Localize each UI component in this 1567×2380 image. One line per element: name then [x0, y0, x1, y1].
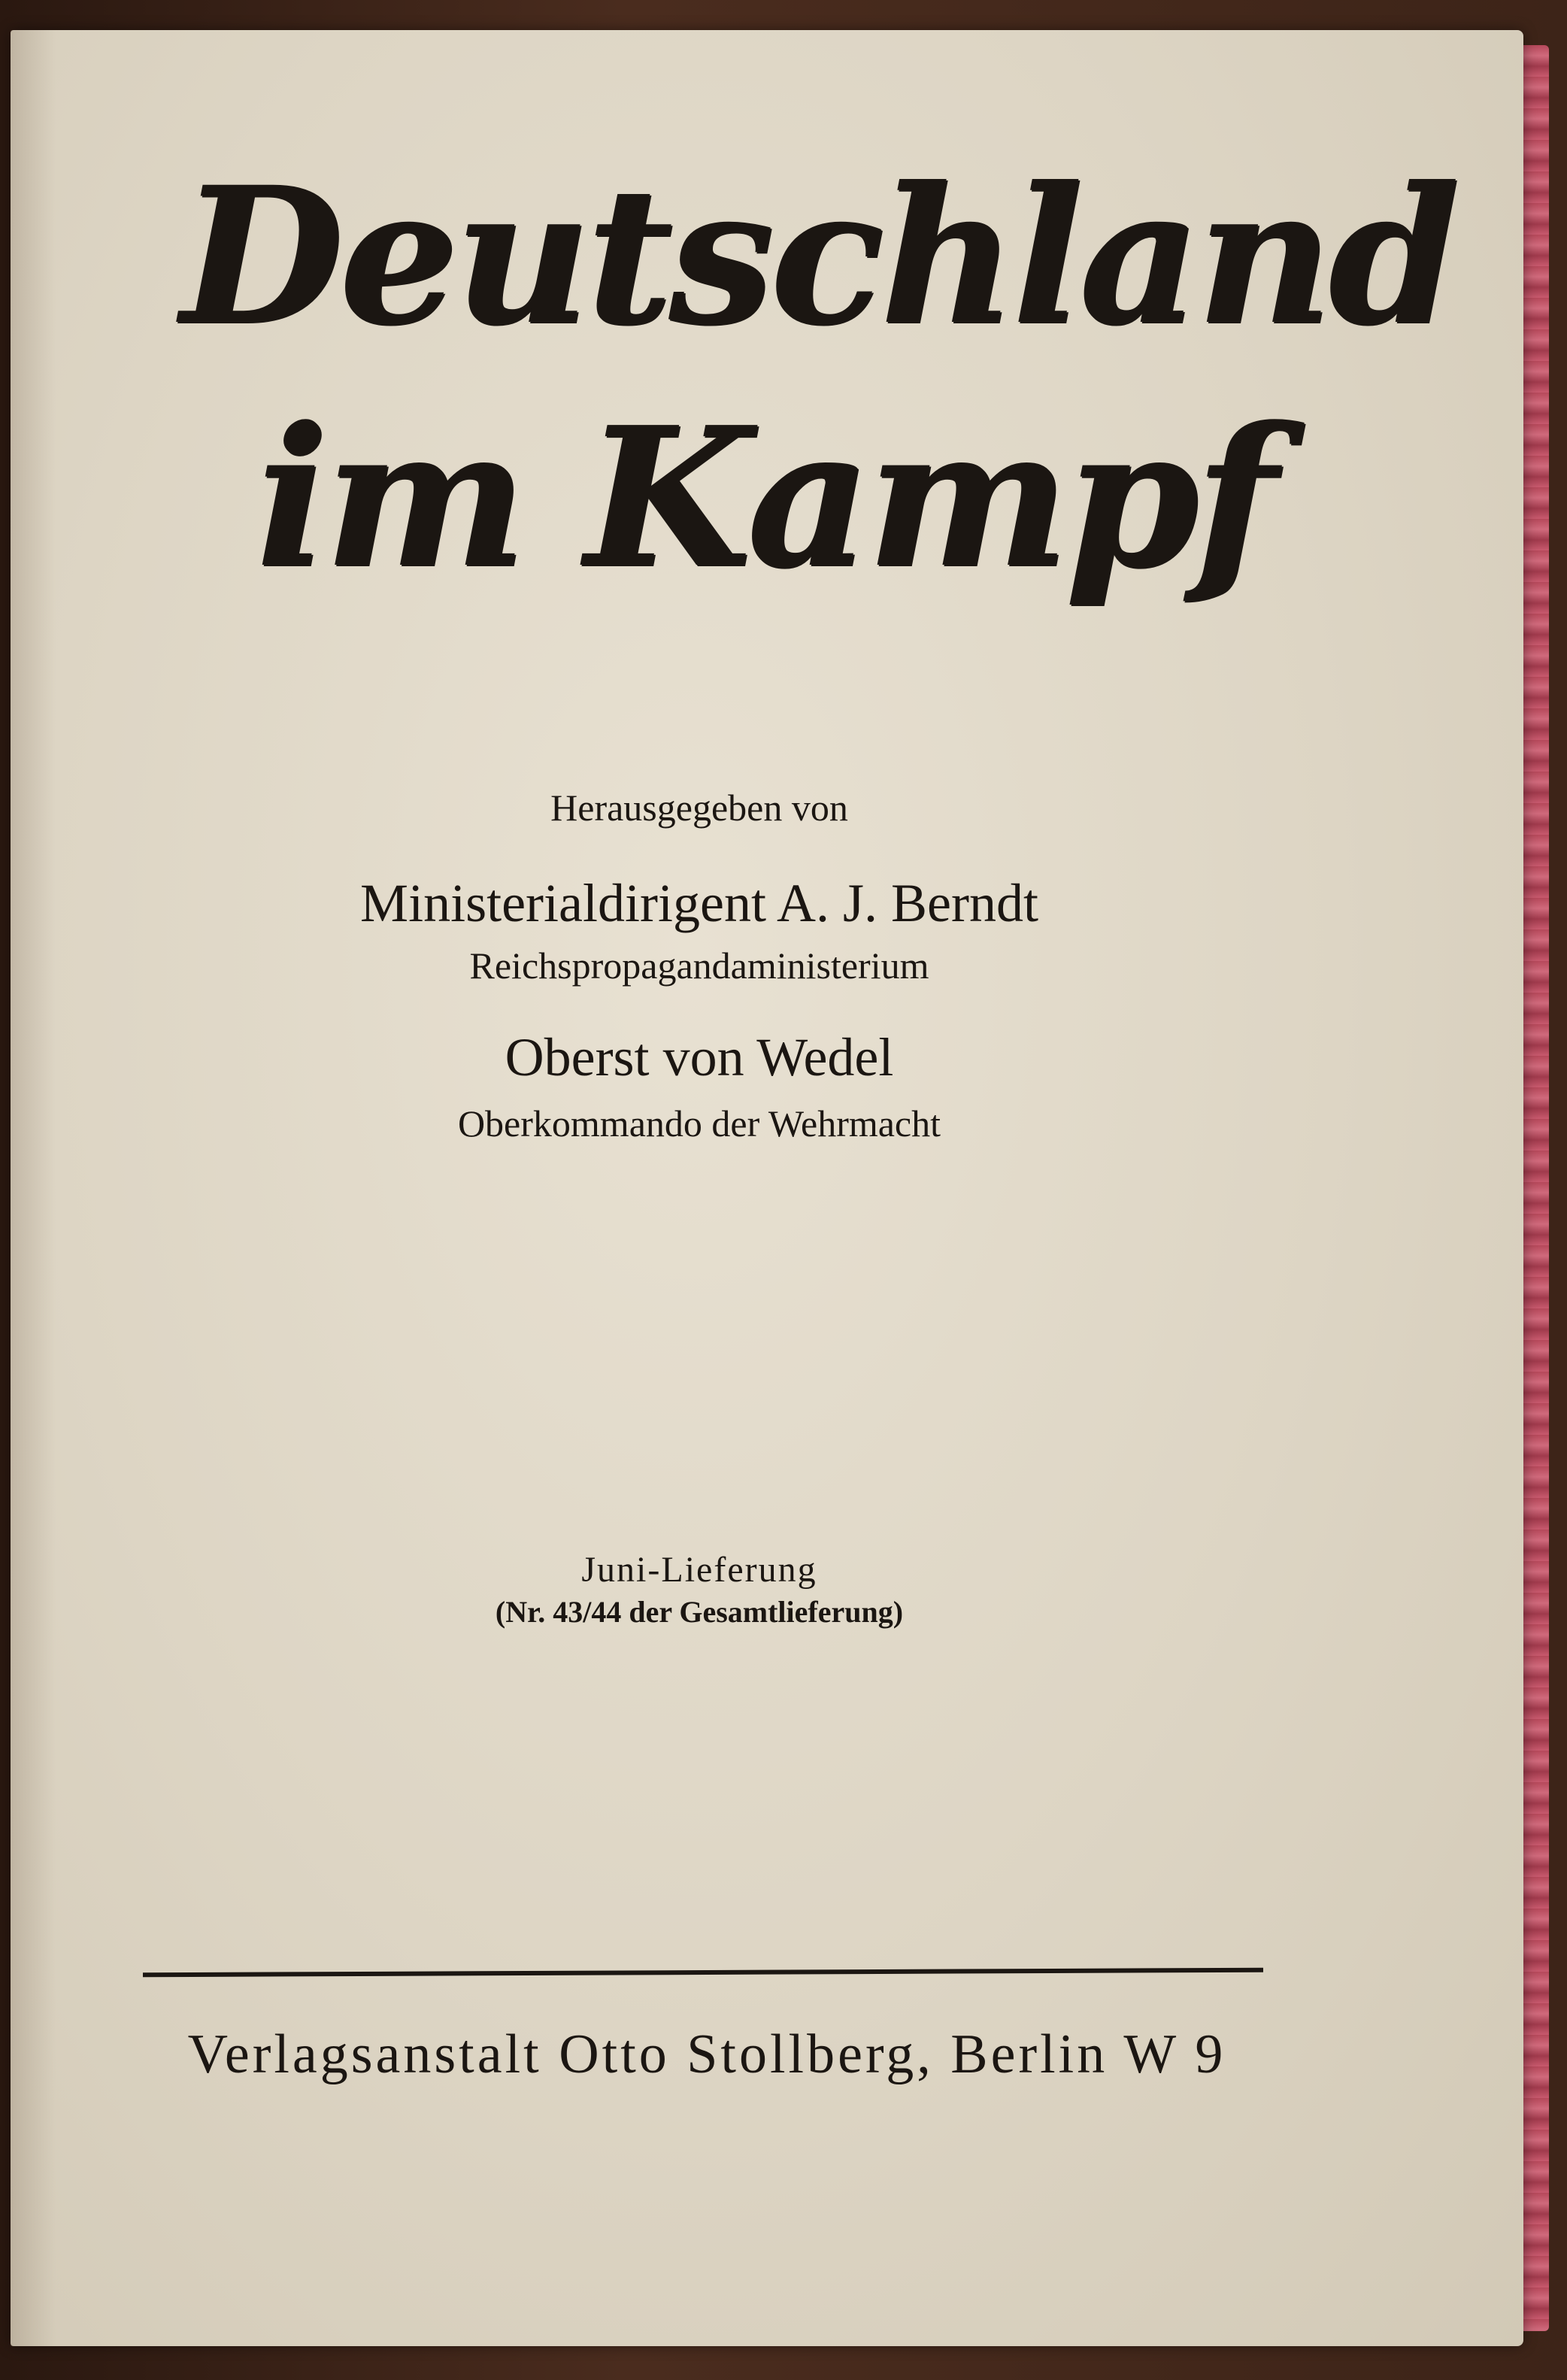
book-title-line2: im Kampf	[256, 386, 1273, 611]
editor1-affiliation: Reichspropagandaministerium	[469, 944, 929, 987]
title-page	[11, 30, 1523, 2346]
editor1-name: Ministerialdirigent A. J. Berndt	[360, 873, 1038, 933]
book-title-line1: Deutschland	[180, 145, 1456, 366]
issue-subtitle: (Nr. 43/44 der Gesamtlieferung)	[495, 1595, 904, 1629]
publisher: Verlagsanstalt Otto Stollberg, Berlin W 9	[187, 2024, 1226, 2085]
editor2-affiliation: Oberkommando der Wehrmacht	[457, 1102, 941, 1145]
issue-title: Juni-Lieferung	[581, 1550, 817, 1590]
editors-label: Herausgegeben von	[550, 787, 848, 829]
editor2-name: Oberst von Wedel	[505, 1027, 894, 1087]
